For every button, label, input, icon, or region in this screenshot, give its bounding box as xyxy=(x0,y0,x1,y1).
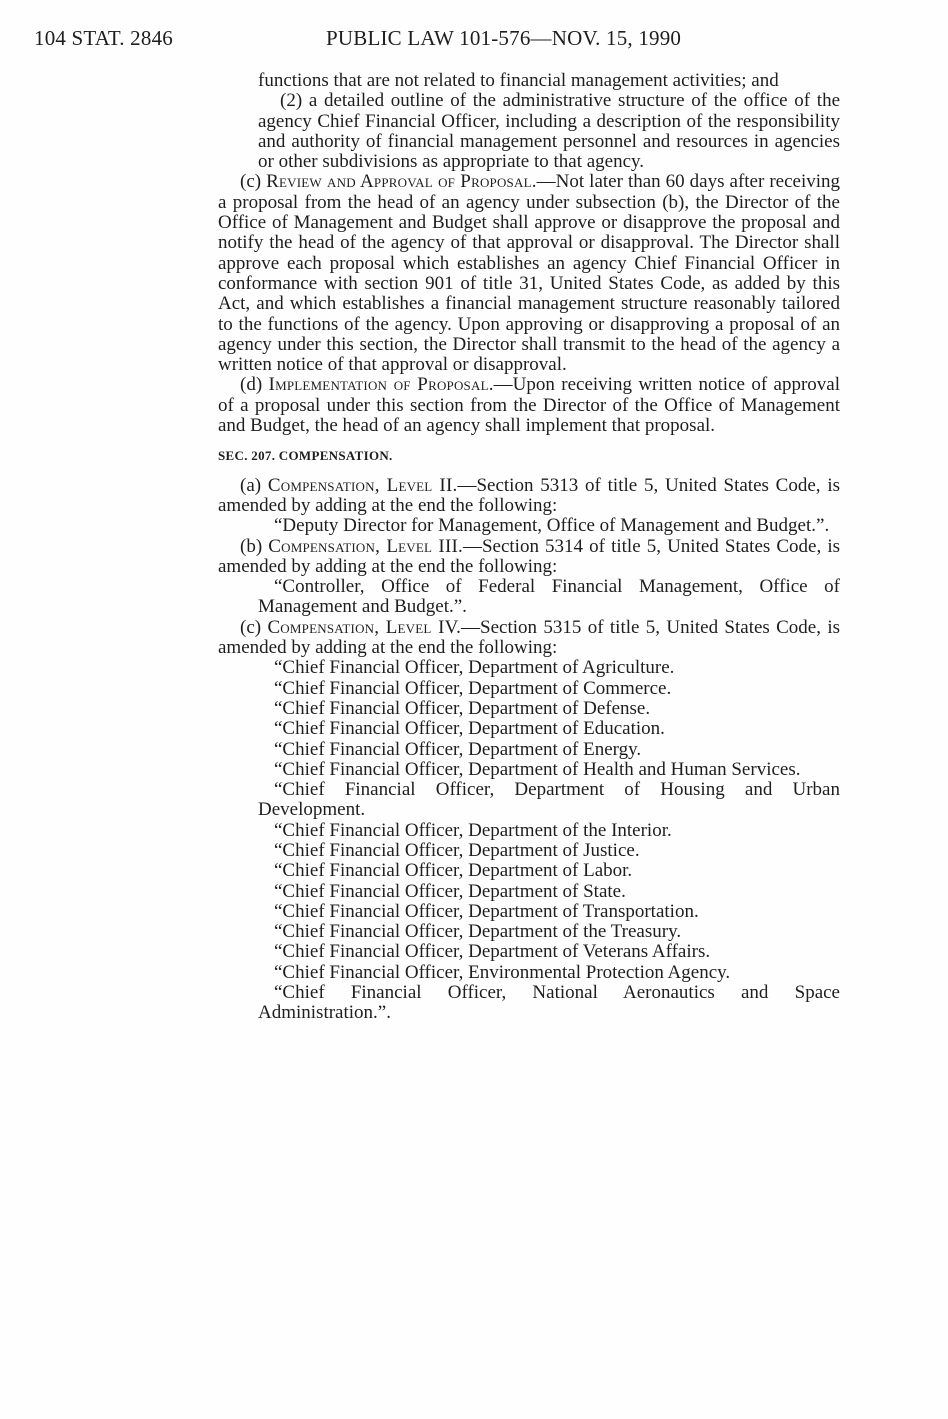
subsection-d-heading: Implementation of Proposal. xyxy=(268,374,494,396)
subsection-d-label: (d) xyxy=(240,374,269,396)
subsection-c-heading: Review and Approval of Proposal. xyxy=(266,171,537,193)
subsection-d-text: —Upon receiving written notice of approval of a proposal under this section from the Director of the Office of Management and Budget, the head of an agency shall implement that proposal. xyxy=(218,374,840,437)
public-law-title: PUBLIC LAW 101-576—NOV. 15, 1990 xyxy=(326,26,682,50)
list-item: “Chief Financial Officer, Department of Defense. xyxy=(274,697,651,719)
list-item: “Chief Financial Officer, National Aeronautics and Space Administration.”. xyxy=(258,982,840,1024)
paragraph-2: (2) a detailed outline of the administrative structure of the office of the agency Chief Financial Officer, including a description of the responsibility and authority of financial management personnel and resources in agencies or other subdivisions as appropriate to that agency. xyxy=(258,90,840,173)
compensation-c-heading: Compensation, Level IV. xyxy=(267,616,462,638)
subsection-c-text: —Not later than 60 days after receiving a proposal from the head of an agency under subsection (b), the Director of the Office of Management and Budget shall approve or disapprove the proposal and notify the head of the agency of that approval or disapproval. The Director shall approve each proposal which establishes an agency Chief Financial Officer in conformance with section 901 of title 31, United States Code, as added by this Act, and which establishes a financial management structure reasonably tailored to the functions of the agency. Upon approving or disapproving a proposal of an agency under this section, the Director shall transmit to the head of the agency a written notice of that approval or disapproval. xyxy=(218,171,841,376)
list-item: “Chief Financial Officer, Department of the Interior. xyxy=(274,819,672,841)
compensation-c-label: (c) xyxy=(240,616,268,638)
subsection-c-review xyxy=(218,172,840,375)
list-item: “Chief Financial Officer, Environmental Protection Agency. xyxy=(274,961,731,983)
cfo-list xyxy=(218,658,840,1023)
list-item: “Chief Financial Officer, Department of Veterans Affairs. xyxy=(274,941,711,963)
list-item: “Chief Financial Officer, Department of Labor. xyxy=(274,860,633,882)
list-item: “Chief Financial Officer, Department of Housing and Urban Development. xyxy=(258,779,840,821)
compensation-a-text: —Section 5313 of title 5, United States Code, is amended by adding at the end the following: xyxy=(218,474,841,516)
list-item: “Chief Financial Officer, Department of Commerce. xyxy=(274,677,672,699)
body-text xyxy=(218,71,840,1024)
compensation-b-quote: “Controller, Office of Federal Financial Management, Office of Management and Budget.”. xyxy=(258,576,840,618)
stat-citation: 104 STAT. 2846 xyxy=(34,26,173,50)
subsection-d-implementation xyxy=(218,375,840,436)
section-heading: SEC. 207. COMPENSATION. xyxy=(218,448,393,464)
list-item: “Chief Financial Officer, Department of Transportation. xyxy=(274,900,699,922)
list-item: “Chief Financial Officer, Department of Energy. xyxy=(274,738,642,760)
list-item: “Chief Financial Officer, Department of Agriculture. xyxy=(274,657,675,679)
compensation-b-text: —Section 5314 of title 5, United States Code, is amended by adding at the end the following: xyxy=(218,535,840,577)
compensation-c xyxy=(218,618,840,659)
list-item: “Chief Financial Officer, Department of the Treasury. xyxy=(274,921,682,943)
compensation-a-quote: “Deputy Director for Management, Office of Management and Budget.”. xyxy=(274,515,830,537)
page-header xyxy=(34,26,734,56)
list-item: “Chief Financial Officer, Department of Health and Human Services. xyxy=(274,758,801,780)
compensation-b-label: (b) xyxy=(240,535,269,557)
compensation-c-text: —Section 5315 of title 5, United States Code, is amended by adding at the end the following: xyxy=(218,616,841,659)
compensation-b-heading: Compensation, Level III. xyxy=(268,535,463,557)
compensation-a xyxy=(218,476,840,517)
list-item: “Chief Financial Officer, Department of State. xyxy=(274,880,626,902)
paragraph-continuation: functions that are not related to financial management activities; and xyxy=(258,70,779,91)
compensation-b xyxy=(218,537,840,578)
list-item: “Chief Financial Officer, Department of Justice. xyxy=(274,839,640,861)
compensation-a-label: (a) xyxy=(240,474,268,496)
list-item: “Chief Financial Officer, Department of Education. xyxy=(274,718,665,740)
compensation-a-heading: Compensation, Level II. xyxy=(267,474,458,496)
subsection-c-label: (c) xyxy=(240,171,267,193)
